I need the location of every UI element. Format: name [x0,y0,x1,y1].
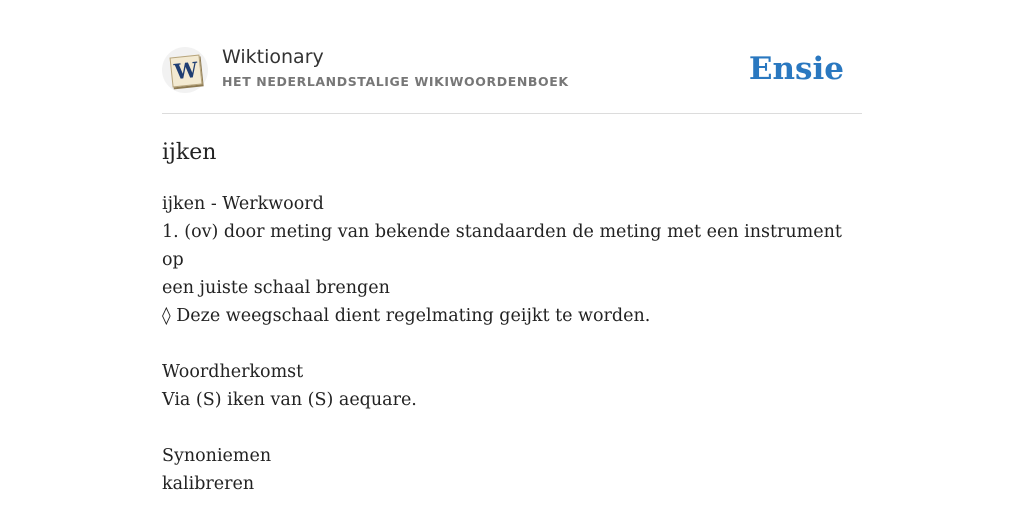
synonyms-text: kalibreren [162,474,255,494]
page-title: ijken [162,140,217,165]
page [162,0,862,498]
logo-tile: W [170,55,203,88]
definition-line-1: 1. (ov) door meting van bekende standaarden de meting met een instrument op [162,222,842,270]
definition-line-2: een juiste schaal brengen [162,278,390,298]
spacer [162,330,862,358]
wiktionary-logo-icon[interactable] [162,47,208,93]
definition-body [162,190,862,498]
site-tagline: HET NEDERLANDSTALIGE WIKIWOORDENBOEK [222,74,569,89]
example-sentence: ◊ Deze weegschaal dient regelmating geijkt te worden. [162,306,651,326]
part-of-speech-line: ijken - Werkwoord [162,194,324,214]
etymology-text: Via (S) iken van (S) aequare. [162,390,417,410]
spacer [162,414,862,442]
site-header [162,46,862,114]
synonyms-heading: Synoniemen [162,446,272,466]
etymology-heading: Woordherkomst [162,362,304,382]
site-name[interactable]: Wiktionary [222,46,324,68]
ensie-brand-link[interactable]: Ensie [748,51,844,87]
